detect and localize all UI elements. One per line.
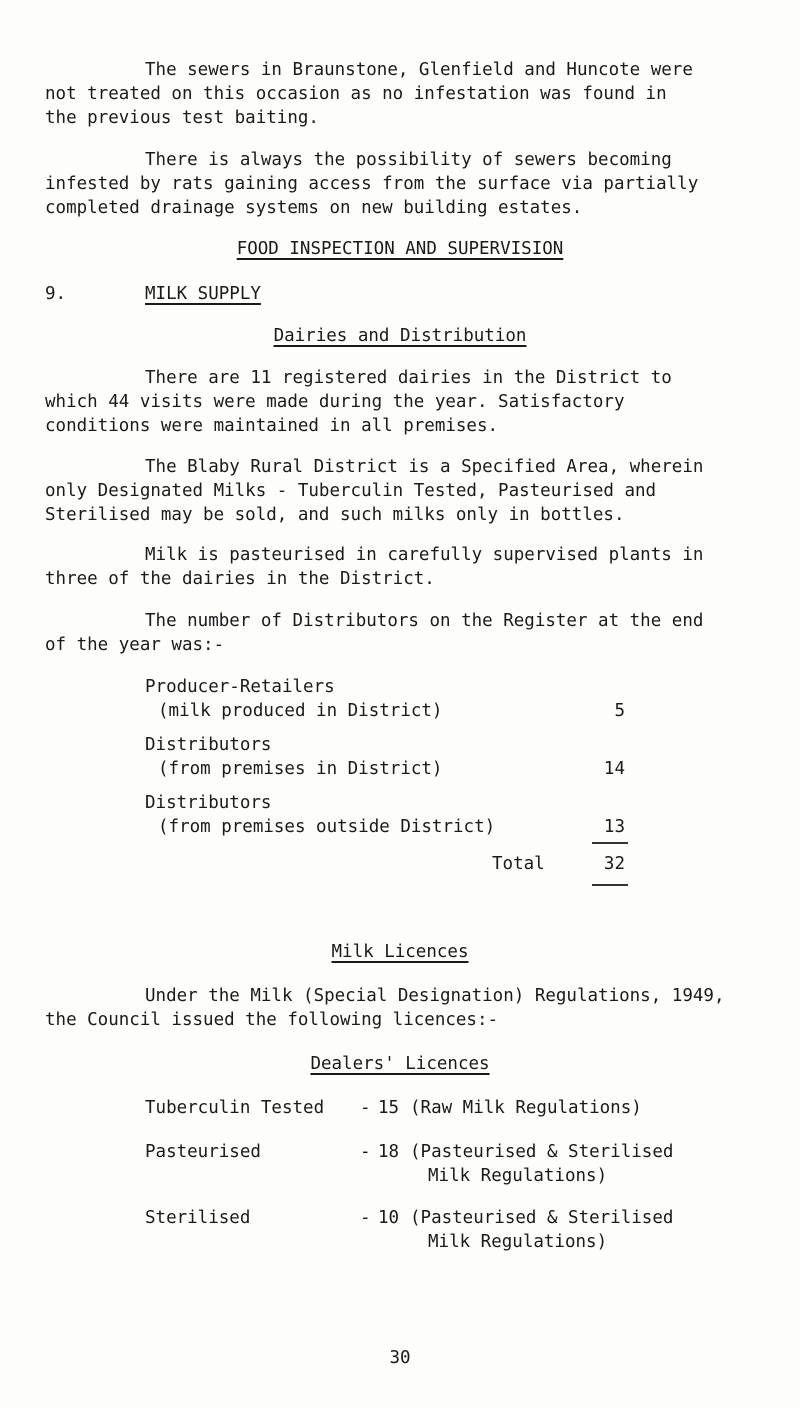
dist-row1-value: 5 [614, 701, 625, 721]
dairies-p1-line2: which 44 visits were made during the year. Satisfactory [45, 392, 625, 412]
dist-row2-sublabel: (from premises in District) [158, 759, 443, 779]
licences-intro-line1: Under the Milk (Special Designation) Regulations, 1949, [145, 986, 725, 1006]
dairies-p2-line3: Sterilised may be sold, and such milks only in bottles. [45, 505, 625, 525]
dealer2-reg-line2: Milk Regulations) [428, 1166, 608, 1186]
dealer2-count: 18 [378, 1142, 400, 1162]
subheading-dealers-licences: Dealers' Licences [310, 1054, 490, 1074]
dealer3-reg-line2: Milk Regulations) [428, 1232, 608, 1252]
dairies-p4-line2: of the year was:- [45, 635, 225, 655]
dealer2-type: Pasteurised [145, 1142, 261, 1162]
dealer1-count: 15 [378, 1098, 400, 1118]
heading-food-inspection: FOOD INSPECTION AND SUPERVISION [236, 239, 564, 259]
dealer1-type: Tuberculin Tested [145, 1098, 325, 1118]
dealer1-reg-line1: (Raw Milk Regulations) [410, 1098, 642, 1118]
total-rule-top [592, 842, 628, 844]
section-title-milk-supply: MILK SUPPLY [145, 284, 261, 304]
total-value: 32 [603, 854, 625, 874]
intro-p1-line3: the previous test baiting. [45, 108, 319, 128]
dealer3-count: 10 [378, 1208, 400, 1228]
dist-row3-sublabel: (from premises outside District) [158, 817, 496, 837]
dairies-p2-line1: The Blaby Rural District is a Specified Area, wherein [145, 457, 704, 477]
dairies-p2-line2: only Designated Milks - Tuberculin Tested, Pasteurised and [45, 481, 657, 501]
dealer3-type: Sterilised [145, 1208, 251, 1228]
dairies-p4-line1: The number of Distributors on the Register at the end [145, 611, 704, 631]
dealer1-dash: - [360, 1098, 371, 1118]
dairies-p3-line1: Milk is pasteurised in carefully supervised plants in [145, 545, 704, 565]
section-number: 9. [45, 284, 67, 304]
total-label: Total [492, 854, 545, 874]
dist-row3-label: Distributors [145, 793, 272, 813]
intro-p1-line1: The sewers in Braunstone, Glenfield and Huncote were [145, 60, 693, 80]
dealer3-reg-line1: (Pasteurised & Sterilised [410, 1208, 674, 1228]
dealer3-dash: - [360, 1208, 371, 1228]
dealer2-reg-line1: (Pasteurised & Sterilised [410, 1142, 674, 1162]
licences-intro-line2: the Council issued the following licences:- [45, 1010, 499, 1030]
dist-row1-sublabel: (milk produced in District) [158, 701, 443, 721]
dist-row1-label: Producer-Retailers [145, 677, 335, 697]
dealer2-dash: - [360, 1142, 371, 1162]
dist-row3-value: 13 [603, 817, 625, 837]
subheading-dairies: Dairies and Distribution [273, 326, 527, 346]
dairies-p1-line1: There are 11 registered dairies in the District to [145, 368, 672, 388]
dairies-p1-line3: conditions were maintained in all premises. [45, 416, 499, 436]
intro-p2-line3: completed drainage systems on new building estates. [45, 198, 583, 218]
intro-p1-line2: not treated on this occasion as no infestation was found in [45, 84, 667, 104]
page-number: 30 [389, 1348, 411, 1368]
dist-row2-label: Distributors [145, 735, 272, 755]
subheading-milk-licences: Milk Licences [331, 942, 469, 962]
total-rule-bottom [592, 884, 628, 886]
dairies-p3-line2: three of the dairies in the District. [45, 569, 435, 589]
intro-p2-line1: There is always the possibility of sewers becoming [145, 150, 672, 170]
intro-p2-line2: infested by rats gaining access from the surface via partially [45, 174, 699, 194]
dist-row2-value: 14 [603, 759, 625, 779]
